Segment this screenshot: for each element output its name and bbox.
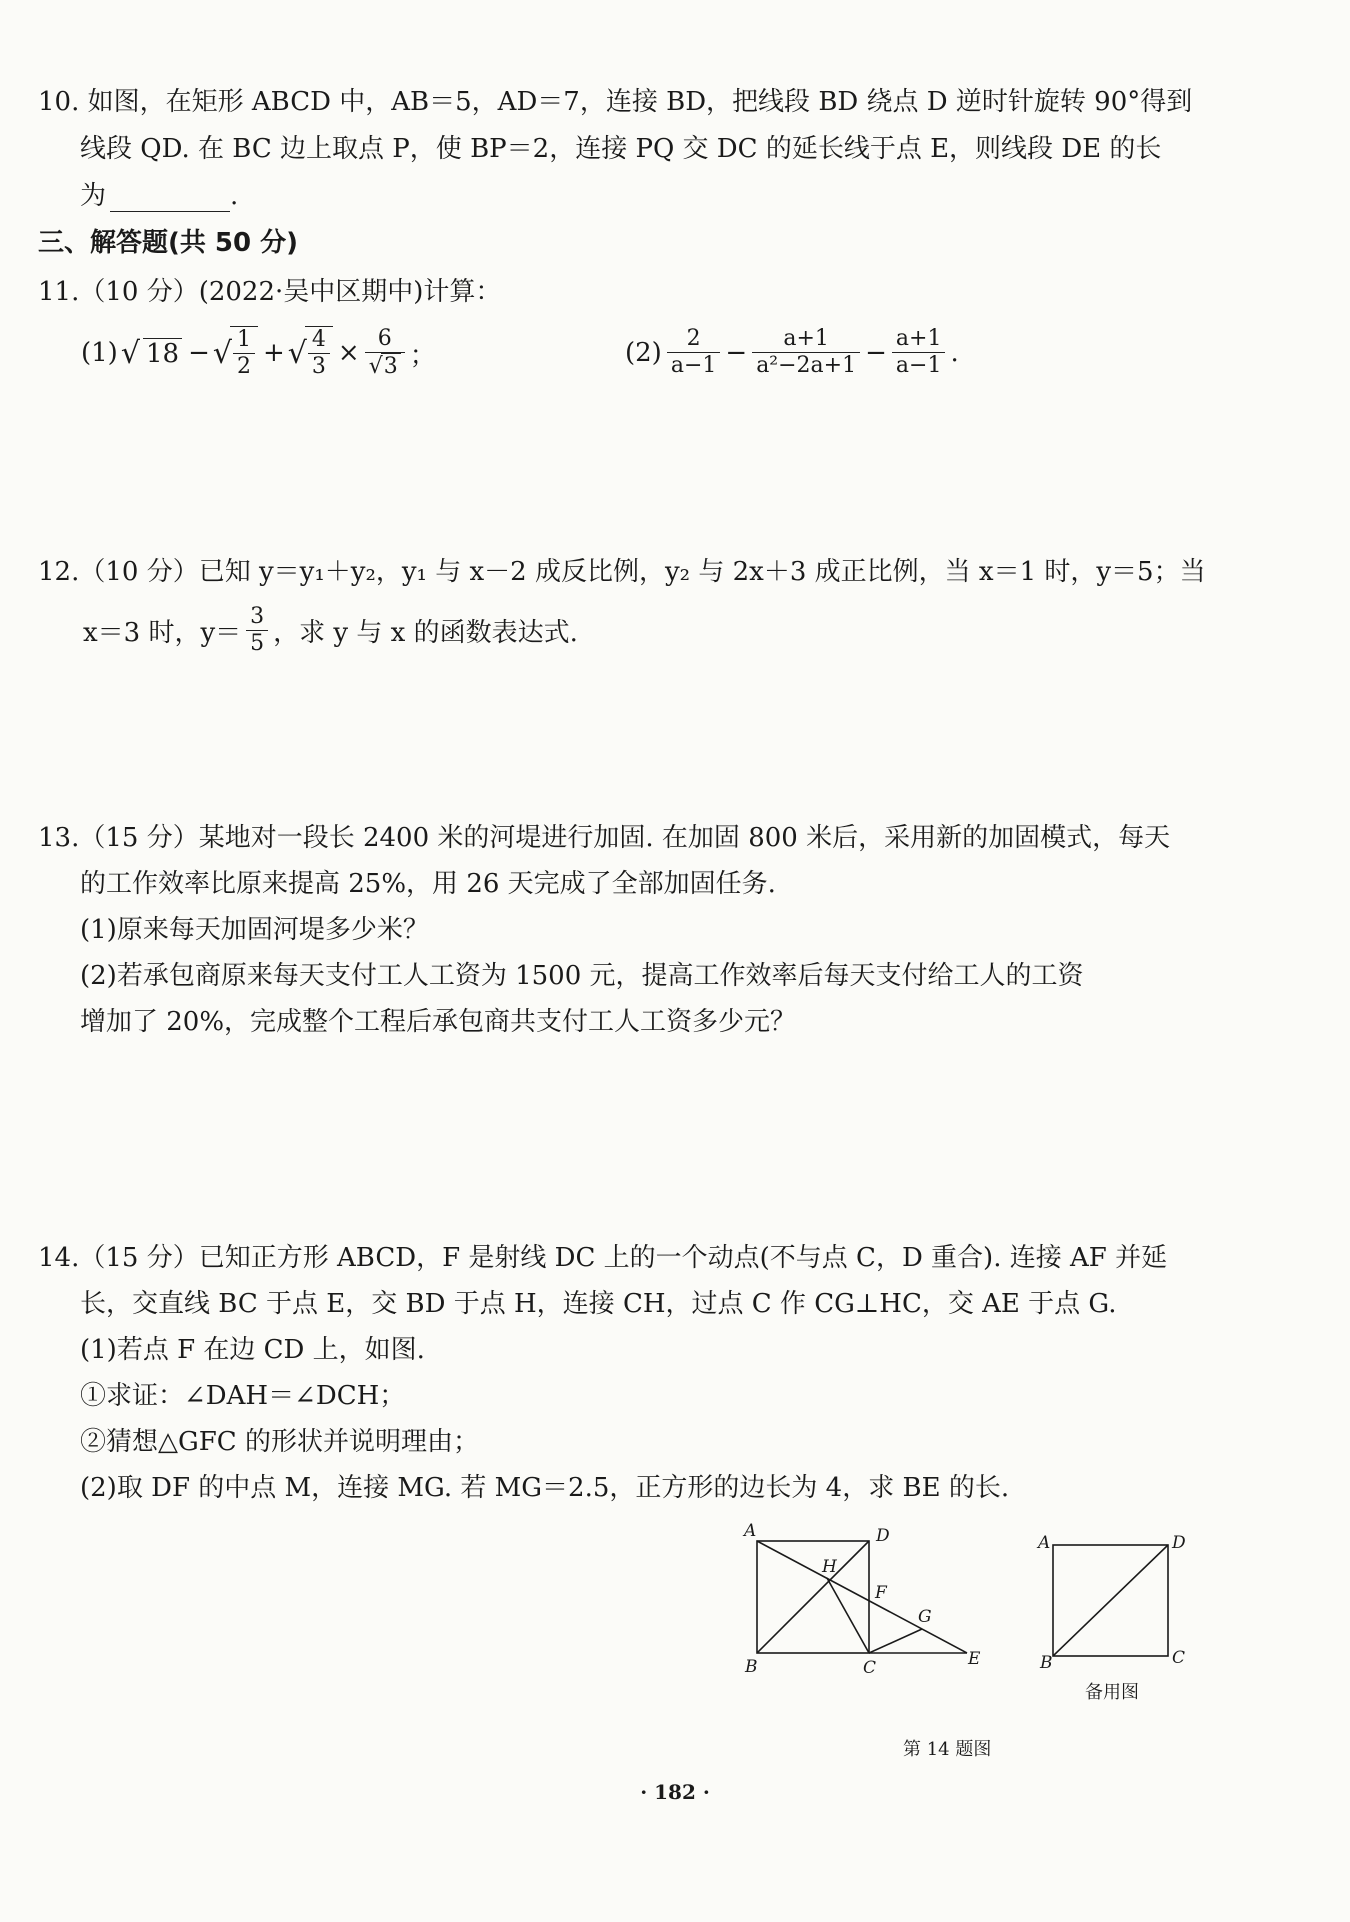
q11-p2-minus2: − — [865, 337, 887, 368]
frac-num: a+1 — [892, 326, 946, 353]
label-f: F — [875, 1583, 887, 1603]
spare-label-c: C — [1172, 1648, 1186, 1668]
sqrt-sign: √ — [120, 335, 140, 371]
main-geometry-figure — [757, 1541, 967, 1653]
spare-figure-caption: 备用图 — [1085, 1682, 1139, 1703]
q11-p1-label: (1) — [81, 338, 118, 368]
frac-den: 2 — [236, 354, 251, 379]
q11-p2-end: . — [950, 337, 959, 368]
q13-line2: 的工作效率比原来提高 25%，用 26 天完成了全部加固任务. — [80, 869, 776, 899]
sqrt-sign: √ — [212, 335, 232, 371]
page-number: · 182 · — [640, 1780, 710, 1804]
q10-line2: 线段 QD. 在 BC 边上取点 P，使 BP＝2，连接 PQ 交 DC 的延长线于点 E，则线段 DE 的长 — [80, 134, 1162, 164]
q13-line3: (1)原来每天加固河堤多少米？ — [80, 915, 429, 945]
diagonal-bd — [757, 1541, 869, 1653]
q14-line2: 长，交直线 BC 于点 E，交 BD 于点 H，连接 CH，过点 C 作 CG⊥HC，交 AE 于点 G. — [80, 1289, 1117, 1319]
q11-p1-minus: − — [188, 338, 210, 368]
frac-den: a−1 — [895, 353, 942, 378]
q11-p1-sqrt18: 18 — [143, 338, 182, 369]
q14-line4: ①求证：∠DAH＝∠DCH； — [80, 1381, 406, 1411]
frac-den: a−1 — [670, 353, 717, 378]
q14-line1: 14.（15 分）已知正方形 ABCD，F 是射线 DC 上的一个动点(不与点 C，D 重合). 连接 AF 并延 — [38, 1243, 1168, 1273]
label-b: B — [745, 1657, 758, 1677]
label-e: E — [968, 1649, 981, 1669]
q11-p1-plus: + — [262, 338, 285, 368]
q10-suffix: . — [230, 181, 239, 211]
label-g: G — [918, 1607, 932, 1627]
frac-den: 5 — [250, 631, 265, 656]
frac-den: √3 — [365, 353, 405, 380]
label-a: A — [744, 1521, 757, 1541]
label-d: D — [876, 1526, 890, 1546]
frac-num: 3 — [246, 604, 268, 631]
q11-header: 11.（10 分）(2022·吴中区期中)计算： — [38, 277, 502, 307]
spare-figure-labels — [1036, 1533, 1186, 1673]
q13-line4: (2)若承包商原来每天支付工人工资为 1500 元，提高工作效率后每天支付给工人的工资 — [80, 961, 1084, 991]
frac-den: 3 — [311, 354, 326, 379]
frac-num: 6 — [365, 326, 405, 353]
q13-line1: 13.（15 分）某地对一段长 2400 米的河堤进行加固. 在加固 800 米后，采用新的加固模式，每天 — [38, 823, 1171, 853]
frac-den: a²−2a+1 — [756, 353, 857, 378]
frac-num: 4 — [308, 327, 330, 354]
frac-num: 2 — [667, 326, 721, 353]
label-c: C — [863, 1658, 877, 1678]
label-h: H — [822, 1557, 837, 1577]
sqrt-sign: √ — [287, 335, 307, 371]
q11-p2-label: (2) — [625, 337, 662, 368]
q12-suffix: ，求 y 与 x 的函数表达式. — [273, 618, 578, 648]
line-cg — [869, 1629, 922, 1653]
sqrt-radicand: 3 — [381, 353, 401, 380]
line-ae — [757, 1541, 967, 1653]
spare-label-d: D — [1172, 1533, 1186, 1553]
q11-p2-minus1: − — [725, 337, 748, 368]
section-heading: 三、解答题(共 50 分) — [38, 228, 299, 258]
spare-geometry-figure — [1053, 1545, 1168, 1656]
q14-line6: (2)取 DF 的中点 M，连接 MG. 若 MG＝2.5，正方形的边长为 4，求 BE 的长. — [80, 1473, 1010, 1503]
frac-num: a+1 — [752, 326, 860, 353]
q13-line5: 增加了 20%，完成整个工程后承包商共支付工人工资多少元？ — [80, 1007, 797, 1037]
q11-p1-end: ； — [409, 340, 436, 371]
q14-line5: ②猜想△GFC 的形状并说明理由； — [80, 1427, 479, 1457]
spare-diagonal-bd — [1053, 1545, 1168, 1656]
spare-label-b: B — [1040, 1653, 1053, 1673]
frac-num: 1 — [233, 327, 255, 354]
figure-caption: 第 14 题图 — [903, 1739, 992, 1760]
q10-prefix: 为 — [80, 181, 107, 211]
main-figure-labels — [742, 1521, 981, 1678]
q14-line3: (1)若点 F 在边 CD 上，如图. — [80, 1335, 425, 1365]
q11-p1-times: × — [337, 338, 360, 368]
q12-line1: 12.（10 分）已知 y＝y₁＋y₂，y₁ 与 x－2 成反比例，y₂ 与 2x＋3 成正比例，当 x＝1 时，y＝5；当 — [38, 557, 1206, 587]
q10-line1: 10. 如图，在矩形 ABCD 中，AB＝5，AD＝7，连接 BD，把线段 BD 绕点 D 逆时针旋转 90°得到 — [38, 87, 1193, 117]
q12-prefix: x＝3 时，y＝ — [83, 618, 242, 648]
spare-label-a: A — [1038, 1533, 1051, 1553]
